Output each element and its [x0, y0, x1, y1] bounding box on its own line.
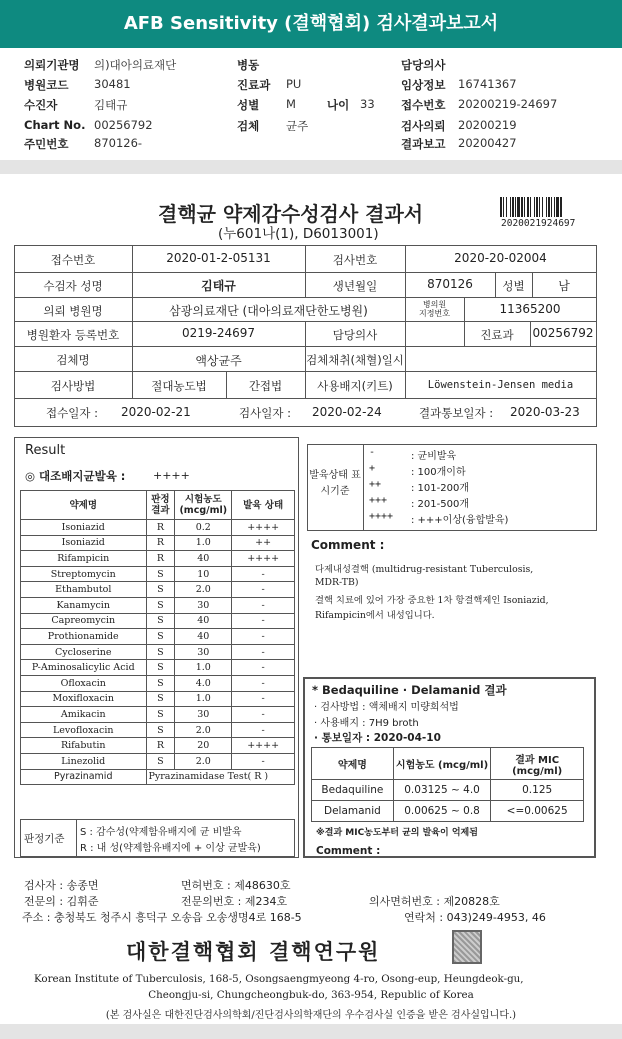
drug-table-cell: Ofloxacin — [21, 675, 147, 691]
table-row — [21, 582, 295, 598]
info-value: 00256792 — [532, 326, 594, 340]
drug-table-cell: - — [232, 753, 295, 769]
drug-table-cell: Pyrazinamid — [21, 769, 147, 785]
table-row — [21, 613, 295, 629]
info-value: 삼광의료재단 (대아의료재단한도병원) — [169, 304, 368, 318]
header-label: 나이 — [327, 98, 350, 112]
signer-address: 주소 : 충청북도 청주시 흥덕구 오송읍 오송생명4로 168-5 — [22, 911, 302, 924]
bdq-table-cell: Delamanid — [312, 801, 394, 822]
table-row — [21, 660, 295, 676]
table-row — [21, 535, 295, 551]
drug-table-cell: Rifampicin — [21, 551, 147, 567]
drug-table-cell: R — [146, 520, 175, 536]
bdq-table-cell: Bedaquiline — [312, 780, 394, 801]
growth-key-symbol: ++++ — [369, 511, 394, 522]
table-row — [21, 753, 295, 769]
table-line — [303, 677, 596, 679]
info-value: 간접법 — [248, 379, 283, 393]
header-label: 접수번호 — [401, 98, 446, 112]
header-label: 임상정보 — [401, 78, 446, 92]
header-value: 20200427 — [458, 136, 517, 150]
bdq-title: * Bedaquiline · Delamanid 결과 — [312, 683, 507, 697]
drug-table-cell: R — [146, 738, 175, 754]
info-label: 검사방법 — [50, 379, 96, 393]
header-value: 30481 — [94, 77, 131, 91]
barcode — [500, 197, 588, 217]
drug-table-cell: - — [232, 707, 295, 723]
info-value: 2020-01-2-05131 — [166, 251, 271, 265]
drug-table-cell: S — [146, 629, 175, 645]
table-line — [307, 444, 596, 445]
institute-name: 대한결핵협회 결핵연구원 — [126, 939, 381, 964]
info-value: 남 — [558, 279, 570, 293]
growth-key-desc: : 101-200개 — [411, 483, 469, 494]
drug-table-cell: P-Aminosalicylic Acid — [21, 660, 147, 676]
drug-table-cell: S — [146, 660, 175, 676]
table-line — [594, 677, 596, 858]
info-label: 검체명 — [56, 353, 90, 367]
info-label: 사용배지(키트) — [317, 379, 393, 393]
drug-table-cell: 2.0 — [175, 722, 232, 738]
drug-table-cell: Capreomycin — [21, 613, 147, 629]
drug-table-cell: 20 — [175, 738, 232, 754]
table-line — [303, 677, 305, 858]
growth-key-desc: : 균비발육 — [411, 451, 457, 462]
drug-table-cell: - — [232, 582, 295, 598]
drug-table-cell: - — [232, 691, 295, 707]
bdq-table-header: 결과 MIC (mcg/ml) — [491, 748, 584, 780]
drug-table-cell: Levofloxacin — [21, 722, 147, 738]
drug-table-cell: S — [146, 691, 175, 707]
info-label: 검사일자 : — [239, 406, 291, 420]
table-row — [21, 691, 295, 707]
drug-table-cell: - — [232, 613, 295, 629]
table-row — [21, 738, 295, 754]
table-line — [405, 321, 406, 346]
info-label: 수검자 성명 — [43, 279, 103, 293]
report-banner-title: AFB Sensitivity (결핵협회) 검사결과보고서 — [0, 0, 622, 48]
info-label: 결과통보일자 : — [419, 406, 494, 420]
header-value: 00256792 — [94, 118, 153, 132]
header-value: 균주 — [286, 119, 309, 133]
table-row — [21, 551, 295, 567]
table-line — [596, 444, 597, 531]
footer-bar — [0, 1024, 622, 1039]
info-value: 11365200 — [499, 302, 561, 316]
signer-expert: 전문의 : 김휘준 — [24, 895, 99, 908]
bdq-table-cell: 0.00625 ~ 0.8 — [393, 801, 491, 822]
table-row — [21, 629, 295, 645]
drug-table-cell: 30 — [175, 707, 232, 723]
drug-table-header: 시험농도 (mcg/ml) — [175, 491, 232, 520]
drug-table-cell: 2.0 — [175, 582, 232, 598]
table-line — [307, 444, 308, 531]
drug-table-cell: Prothionamide — [21, 629, 147, 645]
drug-table-cell: R — [146, 535, 175, 551]
bdq-method: · 검사방법 : 액체배지 미량희석법 — [314, 702, 459, 713]
drug-table-cell: R — [146, 551, 175, 567]
bdq-table-cell: <=0.00625 — [491, 801, 584, 822]
comment-line: Rifampicin에서 내성입니다. — [315, 610, 435, 621]
growth-key-desc: : 201-500개 — [411, 499, 469, 510]
info-value: 870126 — [427, 277, 473, 291]
growth-key-symbol: + — [369, 463, 376, 474]
drug-table-cell: - — [232, 644, 295, 660]
criteria-line: S : 감수성(약제함유배지에 균 비발육 — [80, 827, 242, 838]
table-line — [14, 297, 597, 298]
drug-table-header: 판정 결과 — [146, 491, 175, 520]
drug-table-cell: Isoniazid — [21, 535, 147, 551]
bdq-table — [311, 747, 584, 822]
table-row — [21, 644, 295, 660]
info-value: 액상균주 — [195, 354, 242, 368]
drug-table-cell: 40 — [175, 551, 232, 567]
barcode-number: 2020021924697 — [501, 218, 576, 229]
table-row — [21, 769, 295, 785]
header-label: 성별 — [237, 98, 260, 112]
control-growth-label: ◎ 대조배지균발육 : — [25, 469, 126, 483]
drug-table-cell: ++++ — [232, 738, 295, 754]
table-line — [363, 444, 364, 531]
drug-table-cell: 40 — [175, 629, 232, 645]
table-line — [307, 530, 596, 531]
drug-table-cell: S — [146, 644, 175, 660]
table-line — [20, 819, 21, 857]
bdq-report-date: · 통보일자 : 2020-04-10 — [314, 732, 441, 744]
criteria-line: R : 내 성(약제함유배지에 + 이상 균발육) — [80, 843, 261, 854]
drug-table-header: 발육 상태 — [232, 491, 295, 520]
bdq-table-header: 약제명 — [312, 748, 394, 780]
drug-table-cell: 0.2 — [175, 520, 232, 536]
info-label: 의뢰 병원명 — [43, 304, 103, 318]
header-label: 진료과 — [237, 78, 271, 92]
drug-table-cell: Rifabutin — [21, 738, 147, 754]
table-row — [21, 707, 295, 723]
info-label: 접수번호 — [50, 253, 96, 267]
info-value: 절대농도법 — [151, 379, 207, 393]
bdq-note: ※결과 MIC농도부터 균의 발육이 억제됨 — [316, 828, 478, 838]
header-label: 의뢰기관명 — [24, 58, 80, 72]
header-label: 병원코드 — [24, 78, 69, 92]
comment-line: MDR-TB) — [315, 577, 359, 588]
drug-table-cell: S — [146, 722, 175, 738]
drug-table-cell: Pyrazinamidase Test( R ) — [146, 769, 295, 785]
info-label: 검체채취(채혈)일시 — [306, 353, 404, 367]
growth-key-symbol: ++ — [369, 479, 382, 490]
drug-table-cell: S — [146, 582, 175, 598]
divider — [0, 160, 622, 174]
bdq-comment-label: Comment : — [316, 845, 381, 857]
info-label: 접수일자 : — [46, 406, 98, 420]
table-line — [14, 426, 597, 427]
drug-table-cell: S — [146, 753, 175, 769]
header-label: 주민번호 — [24, 137, 69, 151]
drug-table-cell: 40 — [175, 613, 232, 629]
table-row — [312, 780, 584, 801]
drug-table-cell: ++++ — [232, 520, 295, 536]
header-value: 20200219-24697 — [458, 97, 558, 111]
drug-table-cell: Isoniazid — [21, 520, 147, 536]
drug-table-cell: S — [146, 566, 175, 582]
table-row — [21, 675, 295, 691]
drug-table-cell: 4.0 — [175, 675, 232, 691]
report-subtitle: (누601나(1), D6013001) — [218, 226, 379, 242]
institute-address-en: Cheongju-si, Chungcheongbuk-do, 363-954, Republic of Korea — [148, 989, 474, 1001]
drug-table-cell: 1.0 — [175, 691, 232, 707]
info-label: 담당의사 — [332, 328, 378, 342]
signer-doctor-license: 의사면허번호 : 제20828호 — [369, 895, 500, 908]
comment-line: 결핵 치료에 있어 가장 중요한 1차 항결핵제인 Isoniazid, — [315, 595, 549, 606]
header-value: PU — [286, 77, 302, 91]
info-label: 병의원 지정번호 — [419, 300, 450, 318]
growth-key-symbol: +++ — [369, 495, 388, 506]
drug-table-cell: 1.0 — [175, 535, 232, 551]
table-row — [21, 566, 295, 582]
drug-table-cell: S — [146, 597, 175, 613]
institute-seal — [452, 930, 482, 964]
signer-tester: 검사자 : 송종면 — [24, 879, 99, 892]
info-label: 병원환자 등록번호 — [26, 328, 120, 342]
bdq-table-header: 시험농도 (mcg/ml) — [393, 748, 491, 780]
drug-table-cell: - — [232, 629, 295, 645]
drug-table-cell: 30 — [175, 644, 232, 660]
header-value: 김태규 — [94, 98, 128, 112]
info-label: 진료과 — [480, 328, 514, 342]
header-label: 수진자 — [24, 98, 58, 112]
table-row — [312, 801, 584, 822]
header-value: 20200219 — [458, 118, 517, 132]
header-label: 병동 — [237, 58, 260, 72]
comment-line: 다제내성결핵 (multidrug-resistant Tuberculosis, — [315, 564, 534, 575]
header-value: 의)대아의료재단 — [94, 58, 177, 72]
signer-phone: 연락처 : 043)249-4953, 46 — [404, 911, 546, 924]
drug-table-cell: - — [232, 722, 295, 738]
drug-table-cell: ++ — [232, 535, 295, 551]
info-label: 생년월일 — [332, 279, 378, 293]
comment-label: Comment : — [311, 538, 385, 552]
header-value: 33 — [360, 97, 375, 111]
drug-table-cell: - — [232, 660, 295, 676]
drug-table — [20, 490, 295, 785]
growth-key-symbol: - — [369, 447, 376, 458]
drug-table-cell: 2.0 — [175, 753, 232, 769]
criteria-label: 판정기준 — [24, 833, 65, 845]
info-value: 0219-24697 — [181, 326, 256, 340]
drug-table-cell: Cycloserine — [21, 644, 147, 660]
drug-table-cell: Amikacin — [21, 707, 147, 723]
table-line — [596, 245, 597, 427]
institute-address-en: Korean Institute of Tuberculosis, 168-5, Osongsaengmyeong 4-ro, Osong-eup, Heungdeok-gu, — [34, 973, 524, 985]
info-value: 2020-20-02004 — [454, 251, 547, 265]
growth-key-desc: : +++이상(융합발육) — [411, 515, 509, 526]
header-label: 검체 — [237, 119, 260, 133]
table-line — [20, 856, 295, 857]
certification-note: (본 검사실은 대한진단검사의학회/진단검사의학재단의 우수검사실 인증을 받은 검사실입니다.) — [105, 1010, 517, 1021]
info-value: 2020-03-23 — [510, 405, 580, 419]
drug-table-cell: Streptomycin — [21, 566, 147, 582]
bdq-medium: · 사용배지 : 7H9 broth — [314, 718, 419, 729]
drug-table-cell: 10 — [175, 566, 232, 582]
table-line — [20, 819, 295, 820]
drug-table-header: 약제명 — [21, 491, 147, 520]
drug-table-cell: Moxifloxacin — [21, 691, 147, 707]
drug-table-cell: S — [146, 675, 175, 691]
drug-table-cell: S — [146, 707, 175, 723]
header-label: 검사의뢰 — [401, 119, 446, 133]
growth-key-label: 발육상태 표시기준 — [309, 470, 361, 497]
header-value: 870126- — [94, 136, 143, 150]
header-value: 16741367 — [458, 77, 517, 91]
header-label: 결과보고 — [401, 137, 446, 151]
growth-key-desc: : 100개이하 — [411, 467, 466, 478]
info-label: 성별 — [502, 279, 525, 293]
table-line — [294, 819, 295, 857]
header-label: 담당의사 — [401, 58, 446, 72]
info-value: 2020-02-21 — [121, 405, 191, 419]
result-label: Result — [25, 443, 66, 458]
header-label: Chart No. — [24, 118, 86, 132]
table-line — [405, 346, 406, 371]
info-value: Löwenstein-Jensen media — [427, 379, 574, 391]
table-row — [21, 520, 295, 536]
table-row — [21, 722, 295, 738]
report-title: 결핵균 약제감수성검사 결과서 — [158, 202, 424, 226]
drug-table-cell: Kanamycin — [21, 597, 147, 613]
signer-tester-license: 면허번호 : 제48630호 — [181, 879, 291, 892]
info-label: 검사번호 — [332, 253, 378, 267]
signer-expert-license: 전문의번호 : 제234호 — [181, 895, 288, 908]
drug-table-cell: 1.0 — [175, 660, 232, 676]
drug-table-cell: ++++ — [232, 551, 295, 567]
drug-table-cell: - — [232, 566, 295, 582]
info-value: 김태규 — [201, 279, 236, 293]
info-value: 2020-02-24 — [312, 405, 382, 419]
bdq-table-cell: 0.03125 ~ 4.0 — [393, 780, 491, 801]
drug-table-cell: - — [232, 597, 295, 613]
drug-table-cell: 30 — [175, 597, 232, 613]
drug-table-cell: Ethambutol — [21, 582, 147, 598]
table-line — [76, 819, 77, 857]
control-growth-value: ++++ — [153, 469, 190, 482]
drug-table-cell: Linezolid — [21, 753, 147, 769]
table-line — [14, 398, 597, 399]
table-row — [21, 597, 295, 613]
header-value: M — [286, 97, 296, 111]
bdq-table-cell: 0.125 — [491, 780, 584, 801]
drug-table-cell: S — [146, 613, 175, 629]
drug-table-cell: - — [232, 675, 295, 691]
